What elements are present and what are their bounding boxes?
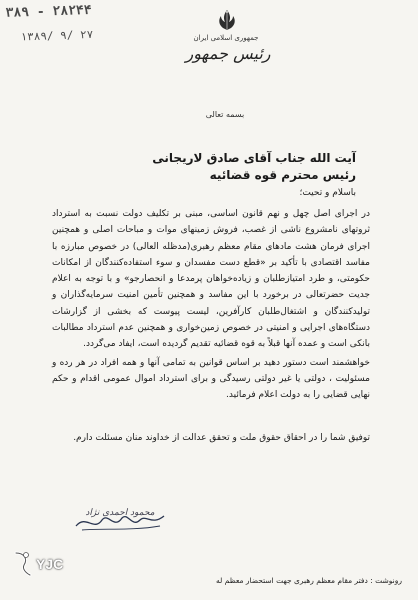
body-paragraph-1: در اجرای اصل چهل و نهم قانون اساسی، مبنی بر تکلیف دولت نسبت به استرداد ثروتهای نامشروع ناشی از غصب، فروش زمینهای موات و مباحات اصلی و همچنین اجرای فرمان هشت مادهای مقام معظم رهبری(مدظله العالی) در خصوص مبارزه با مفاسد اقتصادی با تأکید بر «قطع دست مفسدان و سوء استفاده‌کنندگان از امکانات حکومتی، و طرد امتیازطلبان و زیاده‌خواهان پرمدعا و انحصارجو» و با توجه به اعلام جدیت حضرتعالی در برخورد با این مفاسد و همچنین تأمین امنیت سرمایه‌گذاران و تولیدکنندگان و اشتغال‌طلبان کارآفرین، لیست پیوست که بخشی از گزارشات دستگاه‌های اجرایی و امنیتی در خصوص زمین‌خواری و همچنین عدم استرداد مطالبات بانکی است و عمده آنها قبلاً به قوه قضائیه تقدیم گردیده است، ایفاد می‌گردد. xyxy=(52,209,370,350)
yjc-logo-text: YJC xyxy=(36,556,64,572)
closing-line: توفیق شما را در احقاق حقوق ملت و تحقق عدالت از خداوند منان مسئلت دارم. xyxy=(73,433,370,443)
reference-date: ۱۳۸۹/ ۹/ ۲۷ xyxy=(20,27,94,44)
reference-stamp xyxy=(5,2,116,44)
invocation: بسمه تعالی xyxy=(205,110,245,119)
cc-line: رونوشت : دفتر مقام معظم رهبری جهت استحضار معظم له xyxy=(216,576,402,585)
emblem-icon xyxy=(214,8,240,34)
yjc-watermark-logo xyxy=(12,540,76,588)
letter-body xyxy=(52,206,370,404)
president-title: رئیس جمهور xyxy=(185,44,271,63)
addressee-block xyxy=(152,150,356,200)
addressee-title: رئیس محترم قوه قضائیه xyxy=(209,168,356,182)
yjc-logo-icon xyxy=(12,549,34,579)
greeting: باسلام و تحیت؛ xyxy=(299,188,356,198)
body-paragraph-2: خواهشمند است دستور دهید بر اساس قوانین به تمامی آنها و همه افراد در هر رده و مسئولیت ، دولتی یا غیر دولتی رسیدگی و برای استرداد اموال عمومی اقدام و حکم نهایی قضایی را به دولت اعلام فرمائید. xyxy=(52,357,370,401)
reference-number: ۳۸۹ - ۲۸۲۴۴ xyxy=(5,2,92,21)
signature-name: محمود احمدی نژاد xyxy=(85,508,155,518)
institution-title: جمهوری اسلامی ایران xyxy=(193,34,259,42)
addressee-name: آیت الله جناب آقای صادق لاریجانی xyxy=(152,151,356,165)
